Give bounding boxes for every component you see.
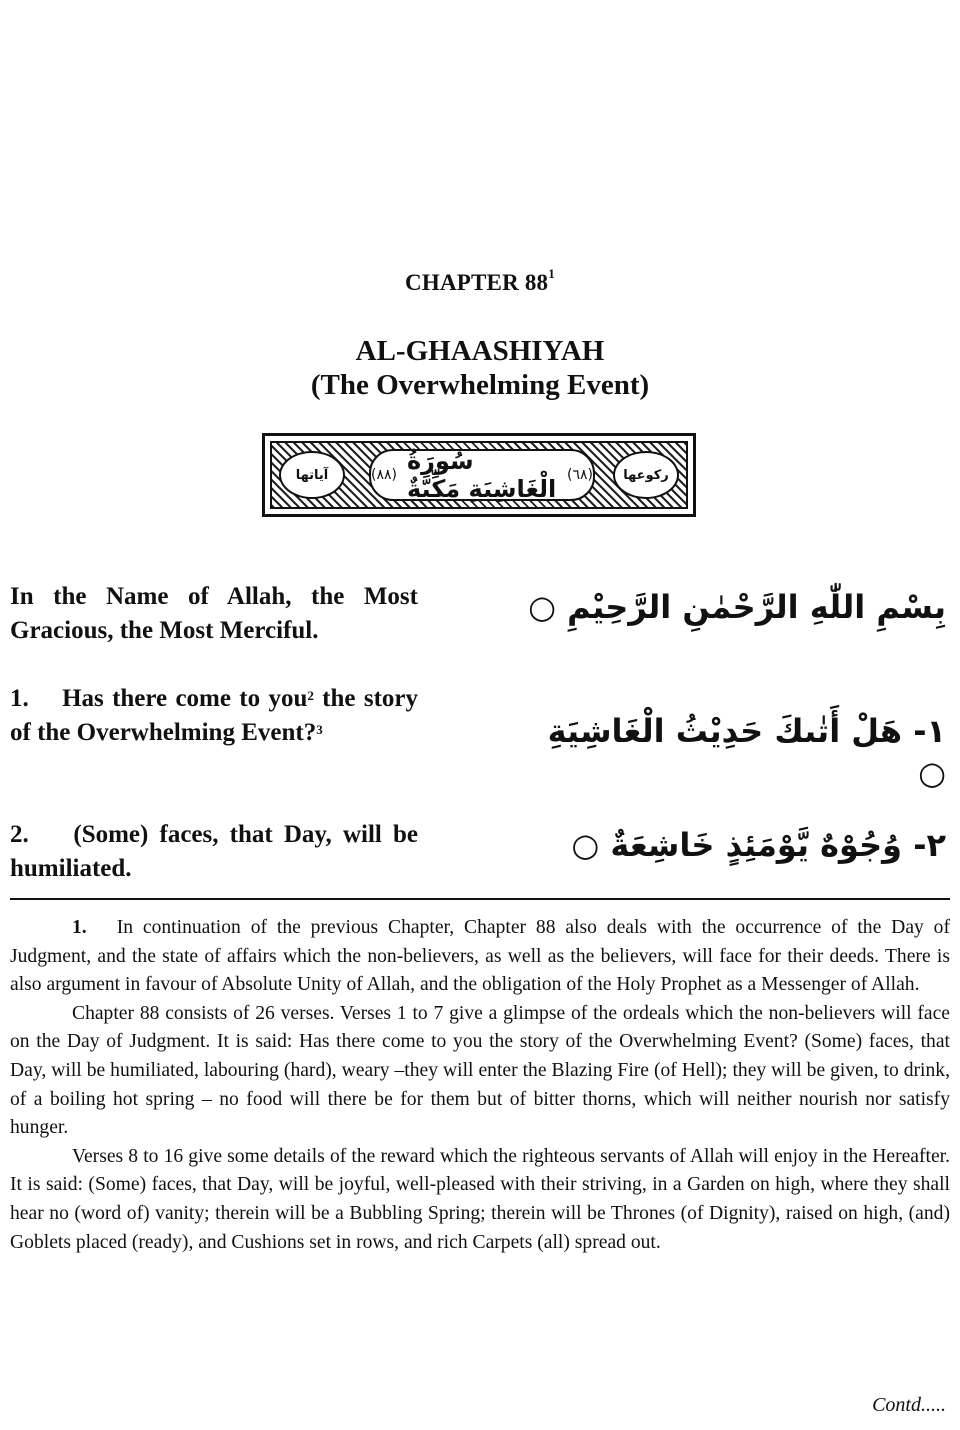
verse-arabic: ٢- وُجُوْهٌ يَّوْمَئِذٍ خَاشِعَةٌ ○: [571, 826, 946, 864]
chapter-label: CHAPTER 88: [405, 270, 549, 295]
footnote-number: 1.: [72, 917, 87, 938]
verse-english: In the Name of Allah, the Most Gracious, the Most Merciful.: [10, 583, 418, 644]
surah-subtitle: (The Overwhelming Event): [310, 369, 650, 401]
footnote-paragraph: 1. In continuation of the previous Chapter, Chapter 88 also deals with the occurrence of the Day of Judgment, and the state of affairs which the non-believers, as well as the believers, will face for their deeds. There is also argument in favour of Absolute Unity of Allah, and the obligation of the Holy Prophet as a Messenger of Allah.: [10, 917, 950, 996]
continued-marker: Contd.....: [872, 1394, 946, 1416]
banner-number-right: (٦٨): [567, 467, 593, 483]
chapter-heading: [0, 266, 960, 296]
verse-number: 1.: [10, 685, 29, 712]
footnotes: [10, 914, 950, 1257]
surah-name: AL-GHAASHIYAH: [355, 335, 605, 367]
banner-number-left: (٨٨): [371, 467, 397, 483]
verse-arabic: بِسْمِ اللّٰهِ الرَّحْمٰنِ الرَّحِيْمِ ○: [528, 588, 946, 626]
banner-right-medallion: ركوعها: [613, 451, 679, 499]
footnote-ref: 2: [307, 688, 314, 703]
verse-english: 2. (Some) faces, that Day, will be humiliated.: [10, 821, 418, 882]
verse-arabic: ١- هَلْ أَتٰىكَ حَدِيْثُ الْغَاشِيَةِ ○: [547, 712, 946, 792]
banner-surah-name: سُورَةُ الْغَاشِيَةِ مَكِّيَّةٌ: [406, 447, 557, 503]
verse-english: 1. Has there come to you$^2$ the story of the Overwhelming Event?$^3$: [10, 685, 418, 746]
footnote-divider: [10, 898, 950, 900]
chapter-footnote-ref: 1: [548, 266, 555, 281]
banner-left-medallion: آياتها: [279, 451, 345, 499]
footnote-paragraph: Chapter 88 consists of 26 verses. Verses 1 to 7 give a glimpse of the ordeals which the non-believers will face on the Day of Judgment. It is said: Has there come to you the story of the Overwhelming Event? (Some) faces, that Day, will be humiliated, labouring (hard), weary –they will enter the Blazing Fire (of Hell); they will be given, to drink, of a boiling hot spring – no food will there be for them but of bitter thorns, which will neither nourish nor satisfy hunger.: [10, 1002, 950, 1139]
banner-center: [369, 449, 595, 501]
verse-number: 2.: [10, 821, 29, 848]
surah-title: [0, 334, 960, 402]
footnote-ref: 3: [316, 722, 323, 737]
footnote-paragraph: Verses 8 to 16 give some details of the reward which the righteous servants of Allah will enjoy in the Hereafter. It is said: (Some) faces, that Day, will be joyful, well-pleased with their striving, in a Garden on high, where they shall hear no (word of) vanity; therein will be a Bubbling Spring; therein will be Thrones (of Dignity), raised on high, (and) Goblets placed (ready), and Cushions set in rows, and rich Carpets (all) spread out.: [10, 1145, 950, 1253]
surah-banner: [262, 433, 696, 517]
